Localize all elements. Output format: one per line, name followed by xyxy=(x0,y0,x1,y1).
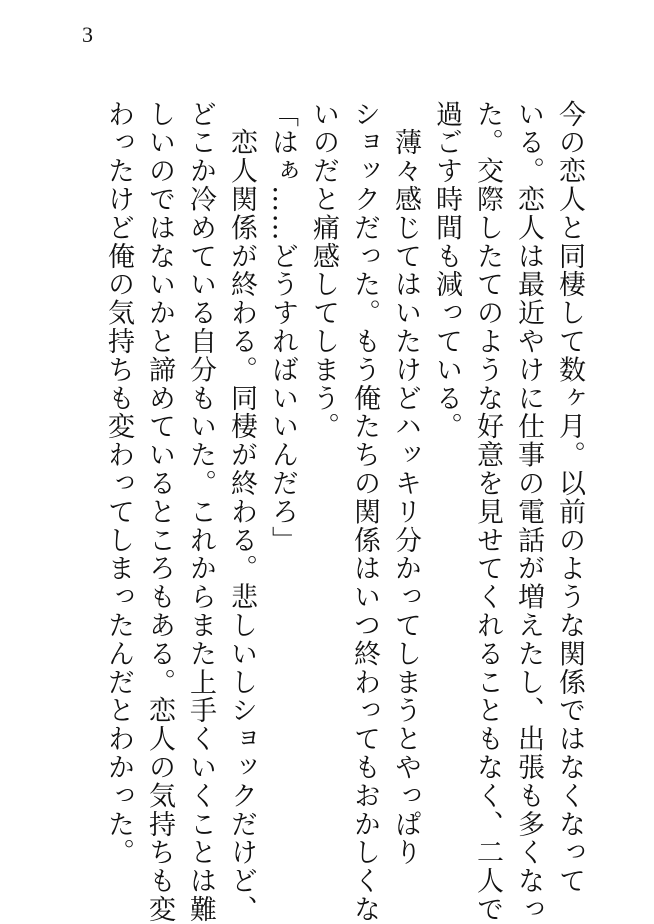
text-line: どこか冷めている自分もいた。これからまた上手くいくことは難 xyxy=(185,100,216,924)
text-line: 恋人関係が終わる。同棲が終わる。悲しいしショックだけど、 xyxy=(226,100,257,924)
text-line: しいのではないかと諦めているところもある。恋人の気持ちも変 xyxy=(144,100,175,924)
text-line: 過ごす時間も減っている。 xyxy=(431,100,462,441)
text-line: 薄々感じてはいたけどハッキリ分かってしまうとやっぱり xyxy=(390,100,421,867)
text-line: 今の恋人と同棲して数ヶ月。以前のような関係ではなくなって xyxy=(554,100,585,896)
text-line: わったけど俺の気持ちも変わってしまったんだとわかった。 xyxy=(103,100,134,867)
text-line: た。交際したてのような好意を見せてくれることもなく、二人で xyxy=(472,100,503,924)
text-line: いのだと痛感してしまう。 xyxy=(308,100,339,441)
body-text xyxy=(98,100,590,924)
page-number: 3 xyxy=(82,22,93,47)
text-line: ショックだった。もう俺たちの関係はいつ終わってもおかしくな xyxy=(349,100,380,924)
text-line: いる。恋人は最近やけに仕事の電話が増えたし、出張も多くなっ xyxy=(513,100,544,924)
text-line: 「はぁ……どうすればいいんだろ」 xyxy=(267,100,298,555)
